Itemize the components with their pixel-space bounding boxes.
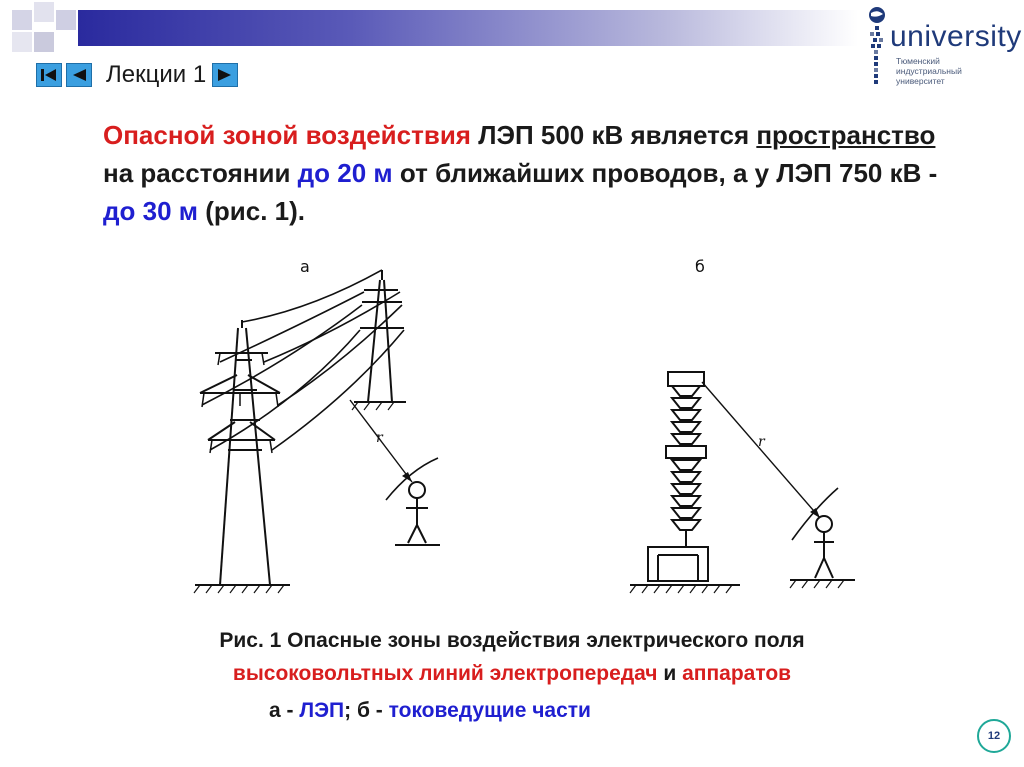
heading-text-2: на расстоянии [103, 158, 298, 188]
distance-label-b: r [758, 434, 765, 450]
heading-text-3: от ближайших проводов, а у ЛЭП 750 кВ - [392, 158, 938, 188]
first-slide-button[interactable] [36, 63, 62, 87]
distance-label-a: r [376, 430, 383, 446]
figure-caption-line-3 [0, 699, 860, 723]
page-number-badge: 12 [977, 719, 1011, 753]
arrow-right-icon [216, 68, 234, 82]
space-term: пространство [756, 120, 936, 150]
heading-text-1: ЛЭП 500 кВ является [470, 120, 757, 150]
figure-caption-line-2 [0, 662, 1024, 686]
caption-red-1: высоковольтных линий электропередач [232, 662, 658, 685]
definition-paragraph [103, 116, 943, 230]
heading-text-4: (рис. 1). [198, 196, 305, 226]
decor-square-1 [12, 10, 32, 30]
insulator-column [666, 372, 706, 547]
decor-square-2 [34, 2, 54, 22]
caption-lep: ЛЭП [299, 699, 345, 722]
logo-wordmark: university [890, 20, 1022, 53]
hazard-zone-term: Опасной зоной воздействия [103, 120, 471, 150]
distance-750kv: до 30 м [103, 196, 198, 226]
logo-emblem-icon [862, 6, 892, 92]
caption-and: и [657, 662, 683, 685]
lecture-label: Лекции 1 [106, 61, 207, 88]
hazard-zone-figure [180, 250, 870, 610]
caption-b: ; б - [344, 699, 389, 722]
decor-square-5 [34, 32, 54, 52]
decor-square-4 [12, 32, 32, 52]
distance-500kv: до 20 м [297, 158, 393, 188]
university-logo [862, 6, 1022, 96]
apparatus-base [648, 547, 708, 581]
arrow-left-icon [70, 68, 88, 82]
next-slide-button[interactable] [212, 63, 238, 87]
skip-back-icon [40, 68, 58, 82]
figure-label-b: б [695, 257, 705, 276]
decor-square-3 [56, 10, 76, 30]
logo-subtitle: Тюменский индустриальный университет [896, 56, 962, 86]
lecture-nav [36, 62, 238, 88]
caption-red-2: аппаратов [682, 662, 792, 685]
caption-a: а - [269, 699, 300, 722]
prev-slide-button[interactable] [66, 63, 92, 87]
figure-caption-line-1: Рис. 1 Опасные зоны воздействия электрического поля [219, 629, 805, 652]
caption-current-parts: токоведущие части [388, 699, 591, 722]
person-figure-a [395, 482, 440, 545]
header-gradient-bar [78, 10, 858, 46]
figure-label-a: а [300, 257, 310, 276]
person-figure-b [790, 516, 855, 580]
